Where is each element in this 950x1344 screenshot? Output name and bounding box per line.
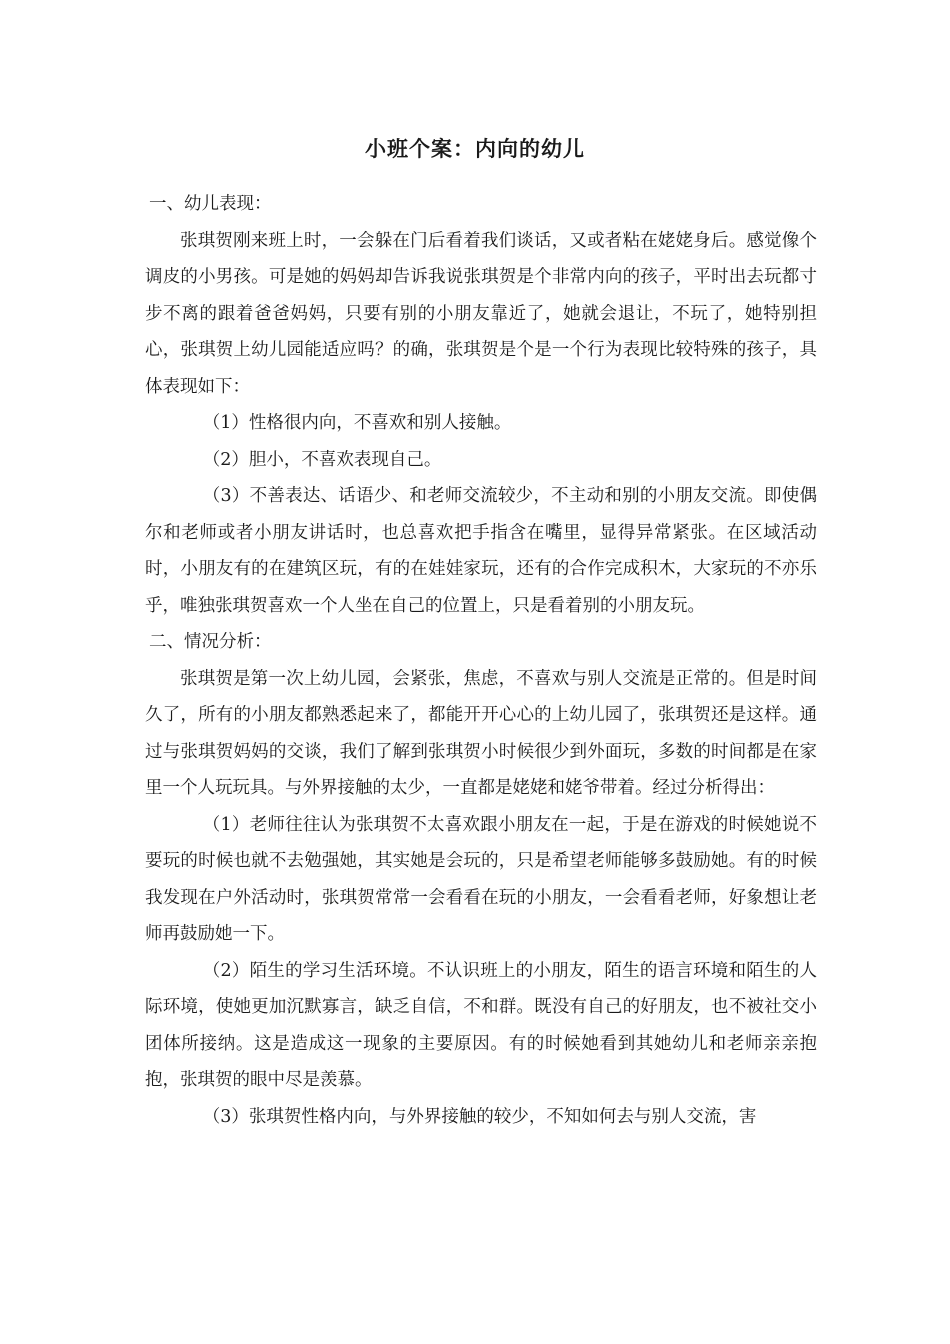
paragraph: 张琪贺刚来班上时，一会躲在门后看着我们谈话，又或者粘在姥姥身后。感觉像个调皮的小男孩。可是她的妈妈却告诉我说张琪贺是个非常内向的孩子，平时出去玩都寸步不离的跟着爸爸妈妈，只要有别的小朋友靠近了，她就会退让，不玩了，她特别担心，张琪贺上幼儿园能适应吗？的确，张琪贺是个是一个行为表现比较特殊的孩子，具体表现如下： xyxy=(145,230,817,397)
list-item: （3）张琪贺性格内向，与外界接触的较少，不知如何去与别人交流，害 xyxy=(202,1106,757,1127)
section-heading: 一、幼儿表现： xyxy=(149,194,272,214)
document-body xyxy=(145,186,817,1135)
list-item: （1）性格很内向，不喜欢和别人接触。 xyxy=(202,413,512,433)
paragraph: 张琪贺是第一次上幼儿园，会紧张，焦虑，不喜欢与别人交流是正常的。但是时间久了，所有的小朋友都熟悉起来了，都能开开心心的上幼儿园了，张琪贺还是这样。通过与张琪贺妈妈的交谈，我们了解到张琪贺小时候很少到外面玩，多数的时间都是在家里一个人玩玩具。与外界接触的太少，一直都是姥姥和姥爷带着。经过分析得出： xyxy=(145,668,817,798)
list-item: （2）胆小，不喜欢表现自己。 xyxy=(202,449,442,470)
document-title: 小班个案：内向的幼儿 xyxy=(365,136,585,161)
section-heading: 二、情况分析： xyxy=(149,632,272,652)
list-item: （3）不善表达、话语少、和老师交流较少，不主动和别的小朋友交流。即使偶尔和老师或者小朋友讲话时，也总喜欢把手指含在嘴里，显得异常紧张。在区域活动时，小朋友有的在建筑区玩，有的在娃娃家玩，还有的合作完成积木，大家玩的不亦乐乎，唯独张琪贺喜欢一个人坐在自己的位置上，只是看着别的小朋友玩。 xyxy=(145,486,817,616)
list-item: （1）老师往往认为张琪贺不太喜欢跟小朋友在一起，于是在游戏的时候她说不要玩的时候也就不去勉强她，其实她是会玩的，只是希望老师能够多鼓励她。有的时候我发现在户外活动时，张琪贺常常一会看看在玩的小朋友，一会看看老师，好象想让老师再鼓励她一下。 xyxy=(145,814,817,944)
list-item: （2）陌生的学习生活环境。不认识班上的小朋友，陌生的语言环境和陌生的人际环境，使她更加沉默寡言，缺乏自信，不和群。既没有自己的好朋友，也不被社交小团体所接纳。这是造成这一现象的主要原因。有的时候她看到其她幼儿和老师亲亲抱抱，张琪贺的眼中尽是羡慕。 xyxy=(145,960,817,1090)
